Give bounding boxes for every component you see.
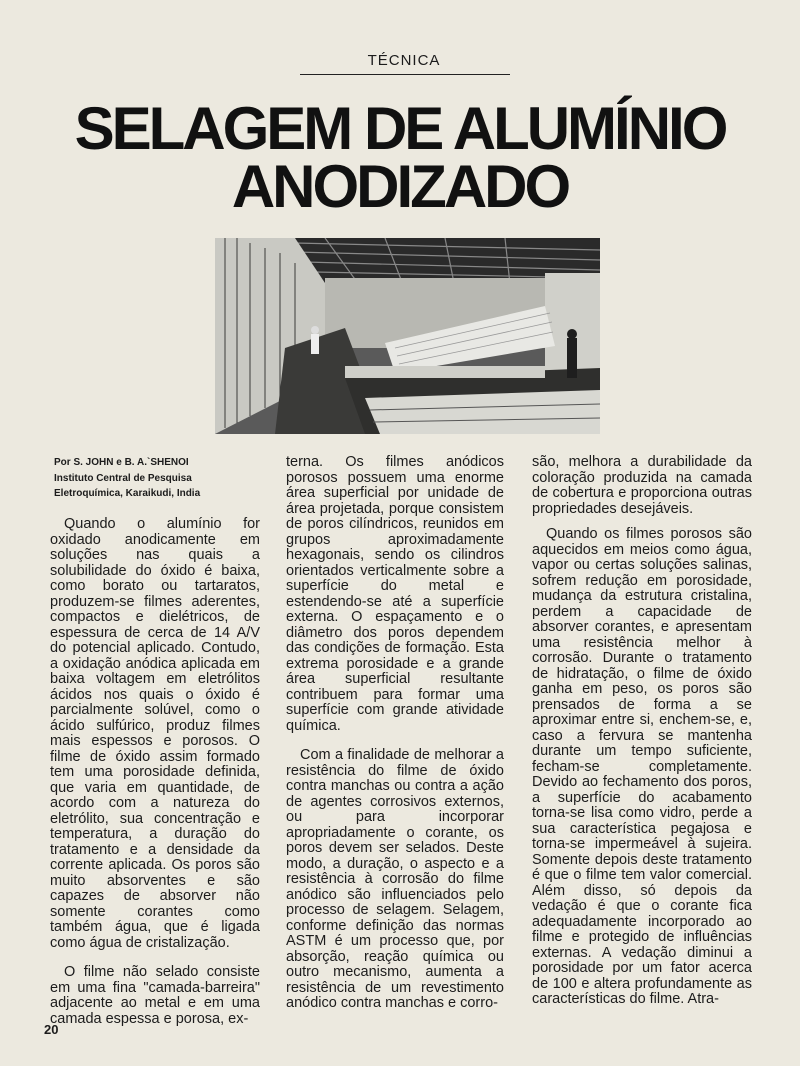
byline-institute: Instituto Central de Pesquisa <box>54 472 192 484</box>
text-column-3 <box>532 455 752 1008</box>
paragraph: Quando os filmes porosos são aquecidos em meios como água, vapor ou certas soluções salinas, sofrem redução em porosidade, mudança da estrutura cristalina, perdem a capacidade de absorver corantes, e apresentam uma resistência melhor à corrosão. Durante o tratamento de hidratação, o filme de óxido ganha em peso, os poros são prensados de forma a se aproximar entre si, enchem-se, e, caso a fervura se mantenha durante um tempo suficiente, fecham-se completamente. Devido ao fechamento dos poros, a superfície do acabamento torna-se lisa como vidro, perde a sua característica pegajosa e torna-se impermeável à sujeira. Somente depois deste tratamento é que o filme tem valor comercial. Além disso, só depois da vedação é que o corante fica adequadamente incorporado ao filme e protegido de influências externas. A vedação diminui a porosidade por um fator acerca de 100 e altera profundamente as características do filme. Atra- <box>532 526 752 1007</box>
page-number: 20 <box>44 1022 59 1037</box>
paragraph: são, melhora a durabilidade da coloração produzida na camada de cobertura e proporciona outras propriedades desejáveis. <box>532 454 752 517</box>
text-column-1 <box>50 517 260 1027</box>
title-line-2: ANODIZADO <box>231 153 569 220</box>
byline-location: Eletroquímica, Karaikudi, India <box>54 488 201 499</box>
section-label: TÉCNICA <box>367 52 441 69</box>
byline <box>54 455 244 502</box>
byline-authors: Por S. JOHN e B. A.`SHENOI <box>54 457 189 468</box>
article-title <box>0 95 800 220</box>
section-rule <box>300 74 510 75</box>
factory-photo <box>215 238 600 434</box>
paragraph: Com a finalidade de melhorar a resistência do filme de óxido contra manchas ou contra a ação de agentes corrosivos externos, ou para incorporar apropriadamente o corante, os poros devem ser selados. Deste modo, a duração, o aspecto e a resistência à corrosão do filme anódico são influenciados pelo processo de selagem. Selagem, conforme definição das normas ASTM é um processo que, por absorção, reação química ou outro mecanismo, aumenta a resistência de um revestimento anódico contra manchas e corro- <box>286 747 504 1011</box>
title-line-1: SELAGEM DE ALUMÍNIO <box>74 95 726 162</box>
paragraph: O filme não selado consiste em uma fina "camada-barreira" adjacente ao metal e em uma camada espessa e porosa, ex- <box>50 964 260 1027</box>
paragraph: Quando o alumínio for oxidado anodicamente em soluções nas quais a solubilidade do óxido é baixa, como borato ou tartaratos, produzem-se filmes aderentes, compactos e dielétricos, de espessura de cerca de 14 A/V do potencial aplicado. Contudo, a oxidação anódica aplicada em baixa voltagem em eletrólitos ácidos nos quais o óxido é parcialmente solúvel, como o ácido sulfúrico, produz filmes mais espessos e porosos. O filme de óxido assim formado tem uma porosidade definida, que varia em quantidade, de acordo com a natureza do eletrólito, sua concentração e temperatura, a duração do tratamento e a densidade da corrente aplicada. Os poros são muito absorventes e são capazes de absorver não somente corantes como também água, que é ligada como água de cristalização. <box>50 516 260 951</box>
paragraph: terna. Os filmes anódicos porosos possuem uma enorme área superficial por unidade de área projetada, porque consistem de poros cilíndricos, reunidos em grupos aproximadamente hexagonais, sendo os cilindros orientados verticalmente sobre a superfície do metal e estendendo-se até a superfície externa. O espaçamento e o diâmetro dos poros dependem das condições de formação. Esta extrema porosidade e a grande área superficial resultante contribuem para formar uma superfície com grande atividade química. <box>286 454 504 734</box>
text-column-2 <box>286 455 504 1012</box>
